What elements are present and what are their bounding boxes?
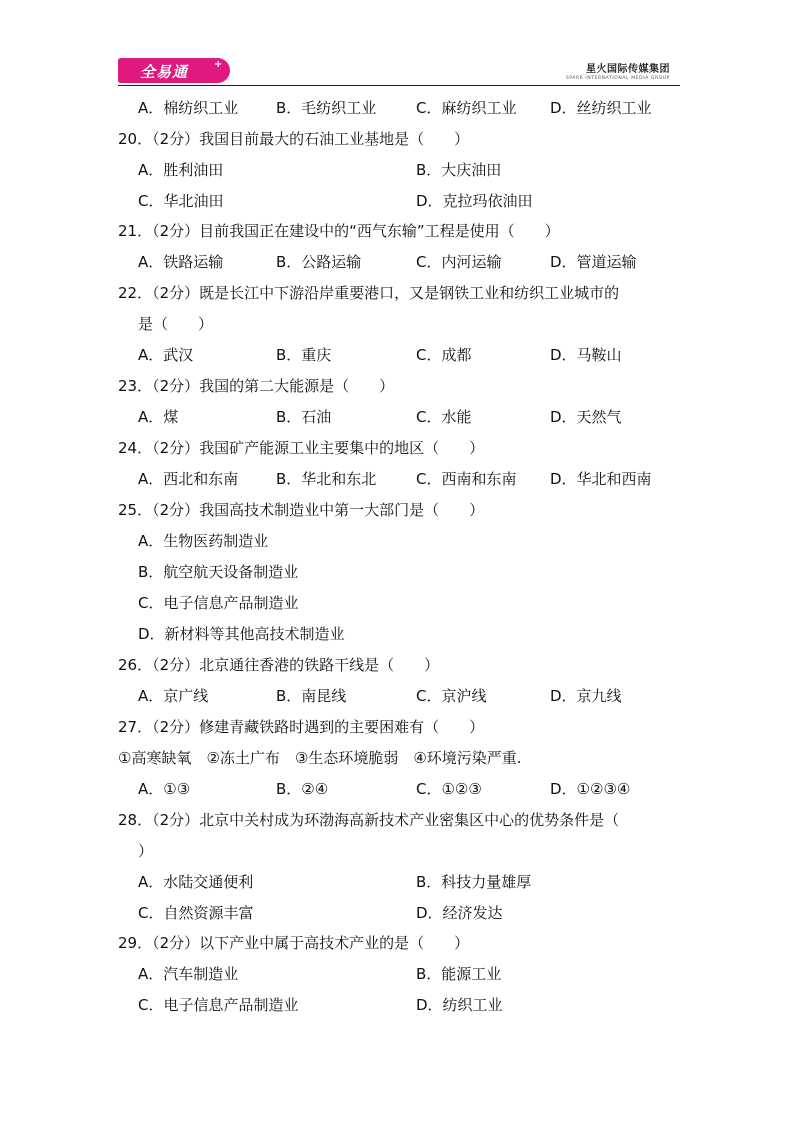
q27-option-c: C．①②③ — [416, 780, 482, 798]
q29-option-b: B．能源工业 — [416, 965, 502, 983]
q22-stem-cont: 是（ ） — [138, 315, 214, 333]
publisher-brand — [566, 60, 670, 81]
q27-option-d: D．①②③④ — [550, 780, 631, 798]
q22-option-d: D．马鞍山 — [550, 346, 622, 364]
q19-option-c: C．麻纺织工业 — [416, 99, 517, 117]
q23-option-b: B．石油 — [276, 408, 332, 426]
q21-stem: 21．（2分）目前我国正在建设中的“西气东输”工程是使用（ ） — [118, 222, 560, 240]
q21-option-c: C．内河运输 — [416, 253, 502, 271]
q19-option-b: B．毛纺织工业 — [276, 99, 377, 117]
q28-option-c: C．自然资源丰富 — [138, 904, 254, 922]
q26-stem: 26．（2分）北京通往香港的铁路干线是（ ） — [118, 656, 440, 674]
q28-option-d: D．经济发达 — [416, 904, 503, 922]
q28-stem-cont: ） — [138, 842, 154, 860]
q20-option-b: B．大庆油田 — [416, 161, 502, 179]
publisher-name: 星火国际传媒集团 — [586, 64, 670, 75]
q23-option-a: A．煤 — [138, 408, 179, 426]
q27-option-a: A．①③ — [138, 780, 191, 798]
q25-option-a: A．生物医药制造业 — [138, 532, 269, 550]
q26-option-c: C．京沪线 — [416, 687, 487, 705]
q21-option-b: B．公路运输 — [276, 253, 362, 271]
q23-option-d: D．天然气 — [550, 408, 622, 426]
q27-option-b: B．②④ — [276, 780, 329, 798]
q25-option-c: C．电子信息产品制造业 — [138, 594, 299, 612]
logo-plus: + — [214, 59, 223, 70]
q24-stem: 24．（2分）我国矿产能源工业主要集中的地区（ ） — [118, 439, 485, 457]
q29-option-a: A．汽车制造业 — [138, 965, 239, 983]
logo-text: 全易通 — [140, 63, 189, 81]
header-divider — [118, 85, 680, 86]
publisher-name-en: SPARK INTERNATIONAL MEDIA GROUP — [565, 76, 670, 81]
brand-logo — [118, 58, 230, 83]
q21-option-a: A．铁路运输 — [138, 253, 224, 271]
q27-stem: 27．（2分）修建青藏铁路时遇到的主要困难有（ ） — [118, 718, 485, 736]
q25-option-b: B．航空航天设备制造业 — [138, 563, 299, 581]
q22-option-c: C．成都 — [416, 346, 472, 364]
q24-option-a: A．西北和东南 — [138, 470, 239, 488]
q23-option-c: C．水能 — [416, 408, 472, 426]
q20-option-c: C．华北油田 — [138, 192, 224, 210]
page-header — [118, 56, 680, 86]
q26-option-d: D．京九线 — [550, 687, 622, 705]
q24-option-d: D．华北和西南 — [550, 470, 652, 488]
q28-stem: 28．（2分）北京中关村成为环渤海高新技术产业密集区中心的优势条件是（ — [118, 811, 620, 829]
q28-option-a: A．水陆交通便利 — [138, 873, 254, 891]
q25-option-d: D．新材料等其他高技术制造业 — [138, 625, 345, 643]
q29-stem: 29．（2分）以下产业中属于高技术产业的是（ ） — [118, 934, 470, 952]
q22-option-a: A．武汉 — [138, 346, 194, 364]
q20-stem: 20．（2分）我国目前最大的石油工业基地是（ ） — [118, 130, 470, 148]
q22-stem: 22．（2分）既是长江中下游沿岸重要港口，又是钢铁工业和纺织工业城市的 — [118, 284, 620, 302]
q23-stem: 23．（2分）我国的第二大能源是（ ） — [118, 377, 395, 395]
q19-option-a: A．棉纺织工业 — [138, 99, 239, 117]
q22-option-b: B．重庆 — [276, 346, 332, 364]
q28-option-b: B．科技力量雄厚 — [416, 873, 532, 891]
q25-stem: 25．（2分）我国高技术制造业中第一大部门是（ ） — [118, 501, 485, 519]
q26-option-b: B．南昆线 — [276, 687, 347, 705]
q24-option-c: C．西南和东南 — [416, 470, 517, 488]
q24-option-b: B．华北和东北 — [276, 470, 377, 488]
q20-option-a: A．胜利油田 — [138, 161, 224, 179]
q27-conditions: ①高寒缺氧 ②冻土广布 ③生态环境脆弱 ④环境污染严重. — [118, 749, 522, 767]
q19-option-d: D．丝纺织工业 — [550, 99, 652, 117]
q20-option-d: D．克拉玛依油田 — [416, 192, 533, 210]
q26-option-a: A．京广线 — [138, 687, 209, 705]
q21-option-d: D．管道运输 — [550, 253, 637, 271]
q29-option-d: D．纺织工业 — [416, 996, 503, 1014]
q29-option-c: C．电子信息产品制造业 — [138, 996, 299, 1014]
